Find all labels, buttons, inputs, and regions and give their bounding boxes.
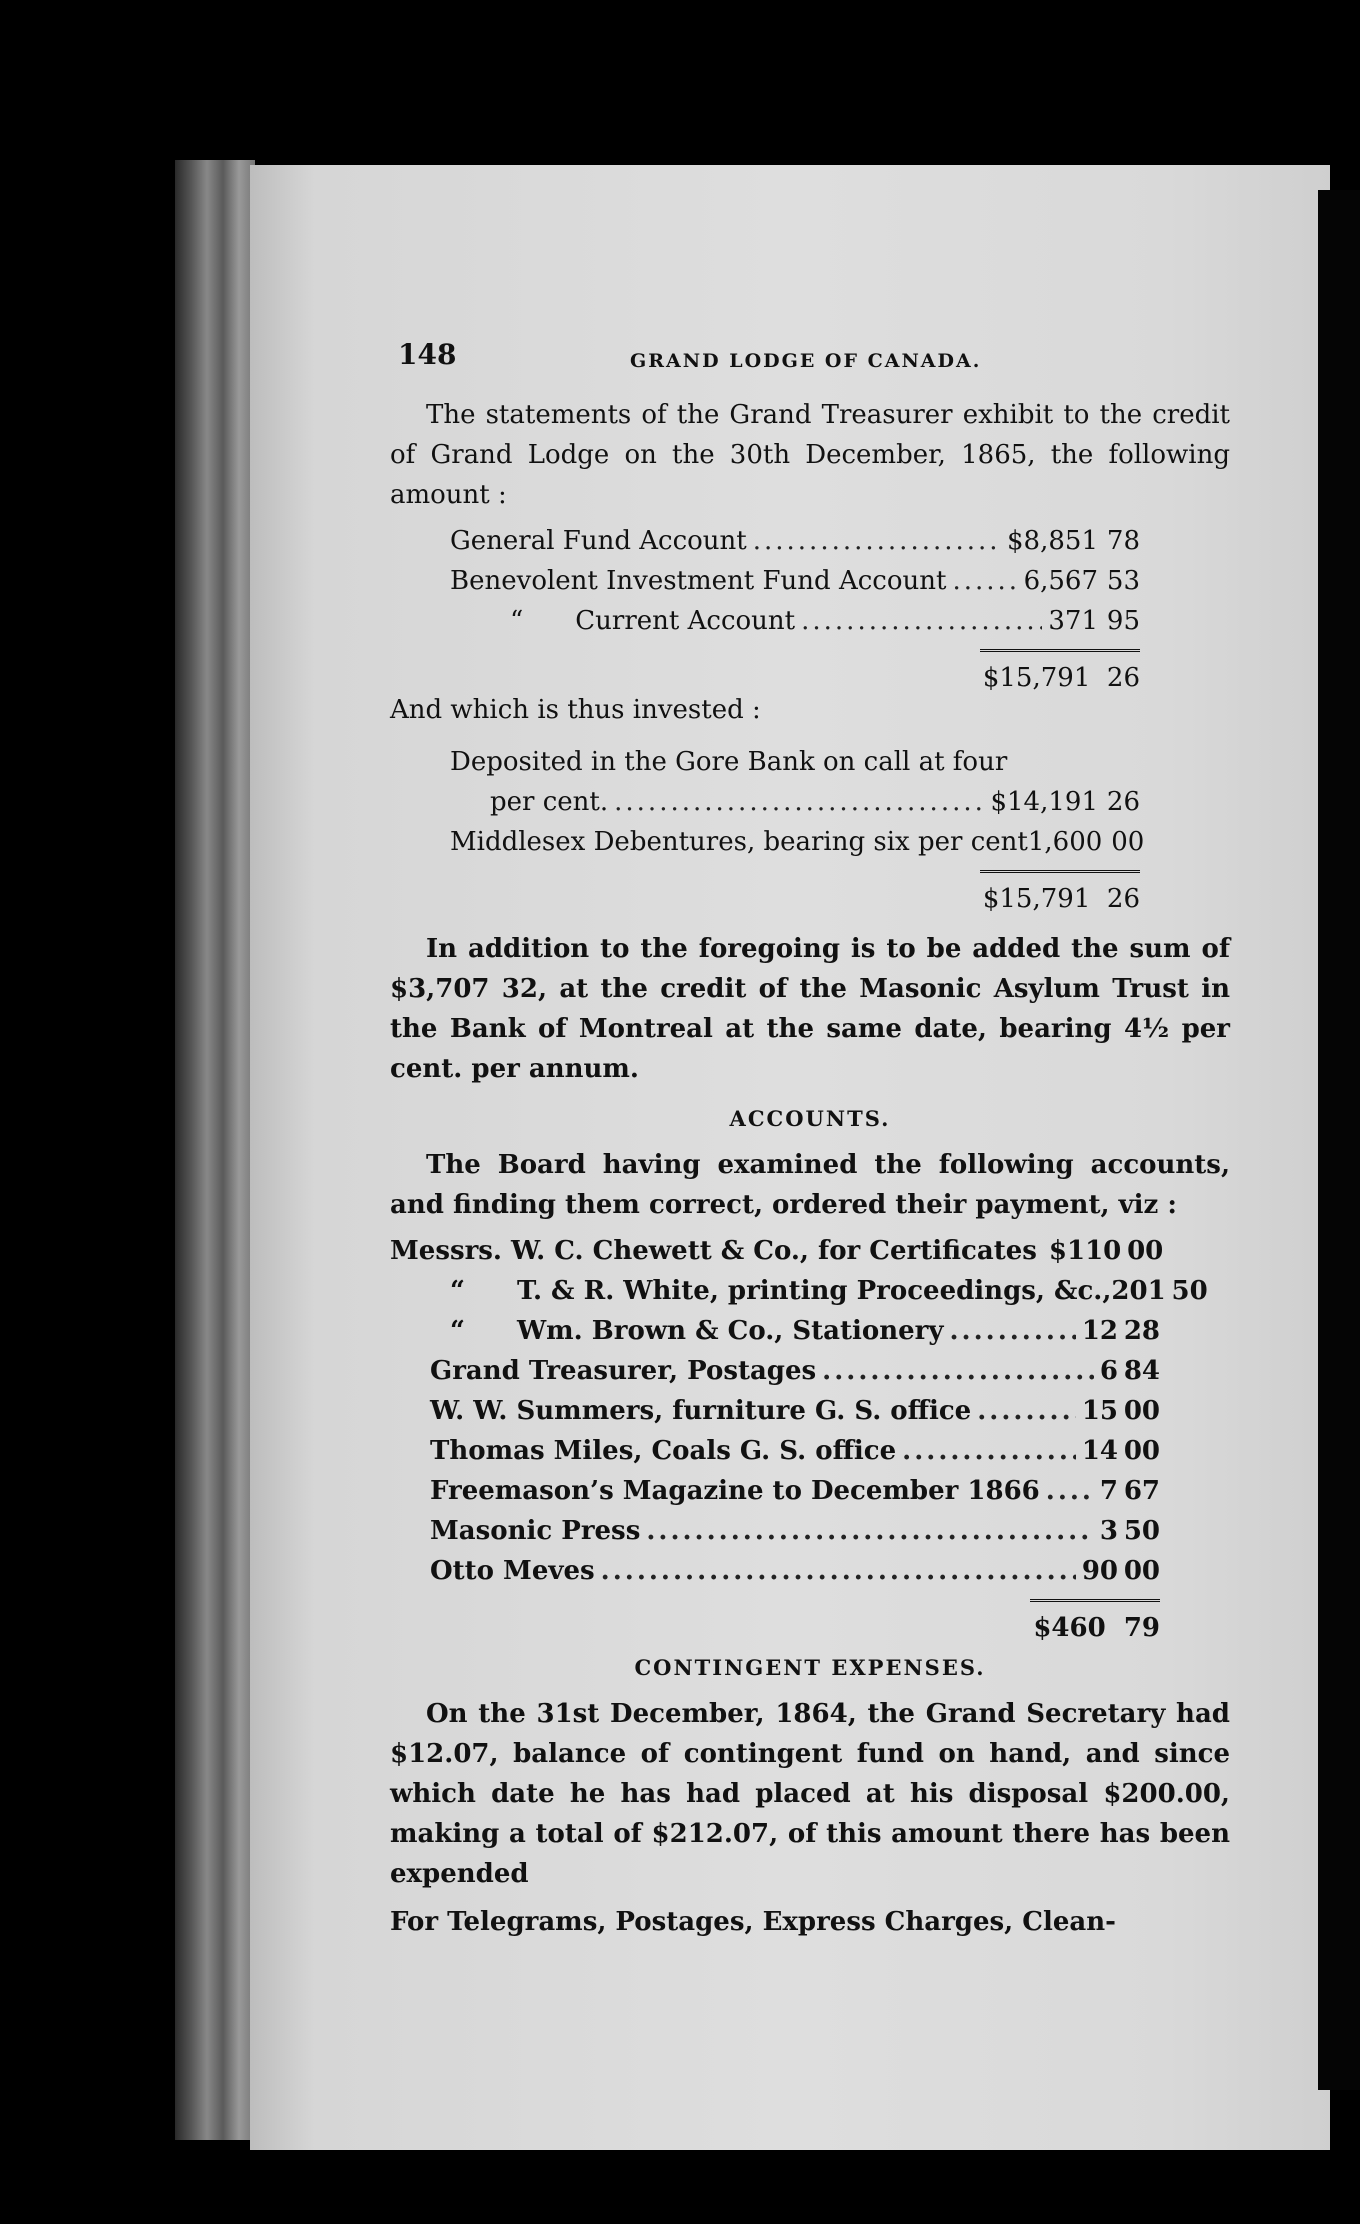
accounts-intro: The Board having examined the following accounts, and finding them correct, ordered their payment, viz : [390, 1150, 1230, 1220]
accounts-total: $460 79 [1033, 1613, 1160, 1643]
fund-accounts [450, 521, 1140, 698]
account-row: Thomas Miles, Coals G. S. office ..... 14 00 [390, 1431, 1160, 1471]
account-row: Messrs. W. C. Chewett & Co., for Certificates $110 00 [390, 1236, 1164, 1266]
book-page [250, 165, 1330, 2150]
addition-paragraph: In addition to the foregoing is to be added the sum of $3,707 32, at the credit of the Masonic Asylum Trust in the Bank of Montreal at the same date, bearing 4½ per cent. per annum. [390, 934, 1230, 1084]
page-content [390, 335, 1230, 1942]
invested-intro: And which is thus invested : [390, 695, 761, 725]
total-rule [980, 870, 1140, 879]
investment-row: per cent. ..... $14,191 26 [490, 782, 1140, 822]
fund-account-row: “ Current Account ..... 371 95 [450, 601, 1140, 641]
contingent-paragraph: On the 31st December, 1864, the Grand Secretary had $12.07, balance of contingent fund on hand, and since which date he has had placed at his disposal $200.00, making a total of $212.07, of this amount there has been expended [390, 1699, 1230, 1889]
account-row: W. W. Summers, furniture G. S. office ..... 15 00 [390, 1391, 1160, 1431]
fund-total: $15,791 26 [982, 663, 1140, 693]
account-row: Otto Meves ..... 90 00 [390, 1551, 1160, 1591]
accounts-list [390, 1231, 1208, 1648]
accounts-title: ACCOUNTS. [729, 1106, 891, 1131]
investments [450, 742, 1145, 919]
intro-paragraph: The statements of the Grand Treasurer exhibit to the credit of Grand Lodge on the 30th December, 1865, the following amount : [390, 400, 1230, 510]
account-row: Freemason’s Magazine to December 1866 ..... 7 67 [390, 1471, 1160, 1511]
account-row: “ T. & R. White, printing Proceedings, &c., 201 50 [450, 1276, 1208, 1306]
total-rule [1030, 1599, 1160, 1608]
book-spine [175, 160, 255, 2140]
account-row: Grand Treasurer, Postages ..... 6 84 [390, 1351, 1160, 1391]
contingent-title: CONTINGENT EXPENSES. [634, 1655, 986, 1680]
fund-account-row: General Fund Account ..... $8,851 78 [450, 521, 1140, 561]
account-row: “ Wm. Brown & Co., Stationery ..... 12 28 [390, 1311, 1160, 1351]
account-row: Masonic Press ..... 3 50 [390, 1511, 1160, 1551]
investment-line: Deposited in the Gore Bank on call at four [450, 747, 1008, 777]
contingent-last-line: For Telegrams, Postages, Express Charges, Clean- [390, 1907, 1116, 1937]
total-rule [980, 649, 1140, 658]
page-number: 148 [398, 338, 457, 371]
page-right-edge [1318, 190, 1360, 2090]
fund-account-row: Benevolent Investment Fund Account ..... 6,567 53 [450, 561, 1140, 601]
investment-total: $15,791 26 [982, 884, 1140, 914]
investment-row: Middlesex Debentures, bearing six per cent 1,600 00 [450, 827, 1145, 857]
running-head: GRAND LODGE OF CANADA. [630, 350, 982, 372]
page-header [390, 335, 1230, 385]
